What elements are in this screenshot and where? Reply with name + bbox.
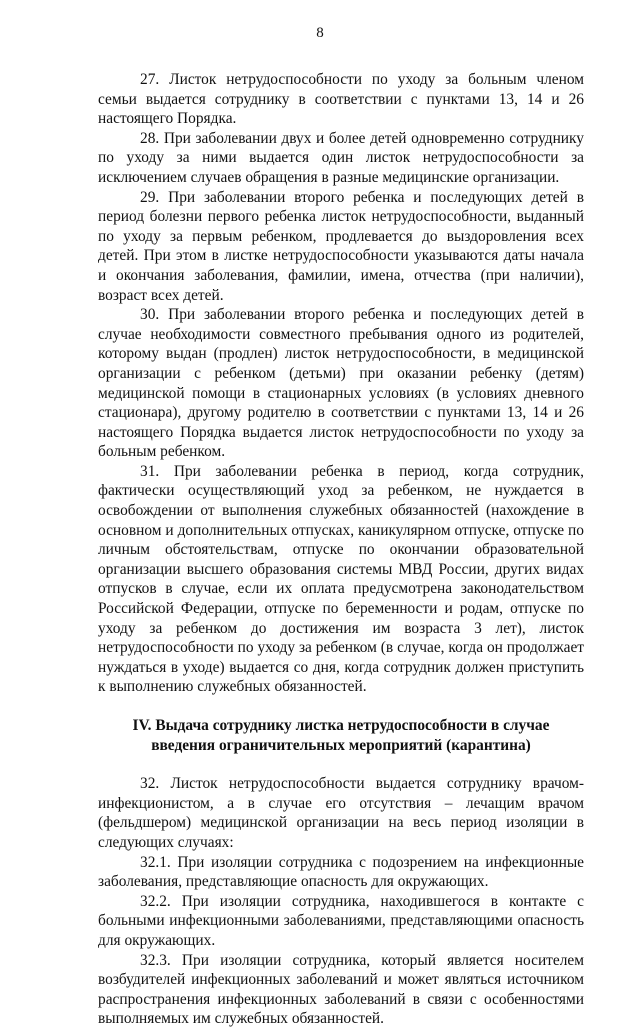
paragraph-32-3: 32.3. При изоляции сотрудника, который является носителем возбудителей инфекционных заболеваний и может являться источником распространения инфекционных заболеваний в связи с особенностями выполняемых им служебных обязанностей. xyxy=(98,951,584,1028)
section-iv-body xyxy=(98,774,584,1029)
document-body xyxy=(98,70,584,1029)
paragraph-32-2: 32.2. При изоляции сотрудника, находившегося в контакте с больными инфекционными заболеваниями, представляющими опасность для окружающих. xyxy=(98,892,584,949)
paragraph-31: 31. При заболевании ребенка в период, когда сотрудник, фактически осуществляющий уход за ребенком, не нуждается в освобождении от выполнения служебных обязанностей (нахождение в основном и дополнительных отпусках, каникулярном отпуске, отпуске по личным обстоятельствам, отпуске по окончании образовательной организации высшего образования системы МВД России, других видах отпусков в случае, если их оплата предусмотрена законодательством Российской Федерации, отпуске по беременности и родам, отпуске по уходу за ребенком до достижения им возраста 3 лет), листок нетрудоспособности по уходу за ребенком (в случае, когда он продолжает нуждаться в уходе) выдается со дня, когда сотрудник должен приступить к выполнению служебных обязанностей. xyxy=(98,462,584,696)
section-heading-iv: IV. Выдача сотруднику листка нетрудоспособности в случае введения ограничительных мероприятий (карантина) xyxy=(132,717,550,754)
paragraph-30: 30. При заболевании второго ребенка и последующих детей в случае необходимости совместного пребывания одного из родителей, которому выдан (продлен) листок нетрудоспособности, в медицинской организации с ребенком (детьми) при оказании ребенку (детям) медицинской помощи в стационарных условиях (в условиях дневного стационара), другому родителю в соответствии с пунктами 13, 14 и 26 настоящего Порядка выдается листок нетрудоспособности по уходу за больным ребенком. xyxy=(98,306,584,461)
paragraph-32: 32. Листок нетрудоспособности выдается сотруднику врачом-инфекционистом, а в случае его отсутствия – лечащим врачом (фельдшером) медицинской организации на весь период изоляции в следующих случаях: xyxy=(98,775,584,851)
paragraph-27: 27. Листок нетрудоспособности по уходу за больным членом семьи выдается сотруднику в соответствии с пунктами 13, 14 и 26 настоящего Порядка. xyxy=(98,71,584,128)
page-number: 8 xyxy=(316,25,324,41)
paragraph-32-1: 32.1. При изоляции сотрудника с подозрением на инфекционные заболевания, представляющие опасность для окружающих. xyxy=(98,853,584,891)
paragraph-28: 28. При заболевании двух и более детей одновременно сотруднику по уходу за ними выдается один листок нетрудоспособности за исключением случаев обращения в разные медицинские организации. xyxy=(98,129,584,186)
paragraph-29: 29. При заболевании второго ребенка и последующих детей в период болезни первого ребенка листок нетрудоспособности, выданный по уходу за первым ребенком, продлевается до выздоровления всех детей. При этом в листке нетрудоспособности указываются даты начала и окончания заболевания, фамилии, имена, отчества (при наличии), возраст всех детей. xyxy=(98,188,584,304)
